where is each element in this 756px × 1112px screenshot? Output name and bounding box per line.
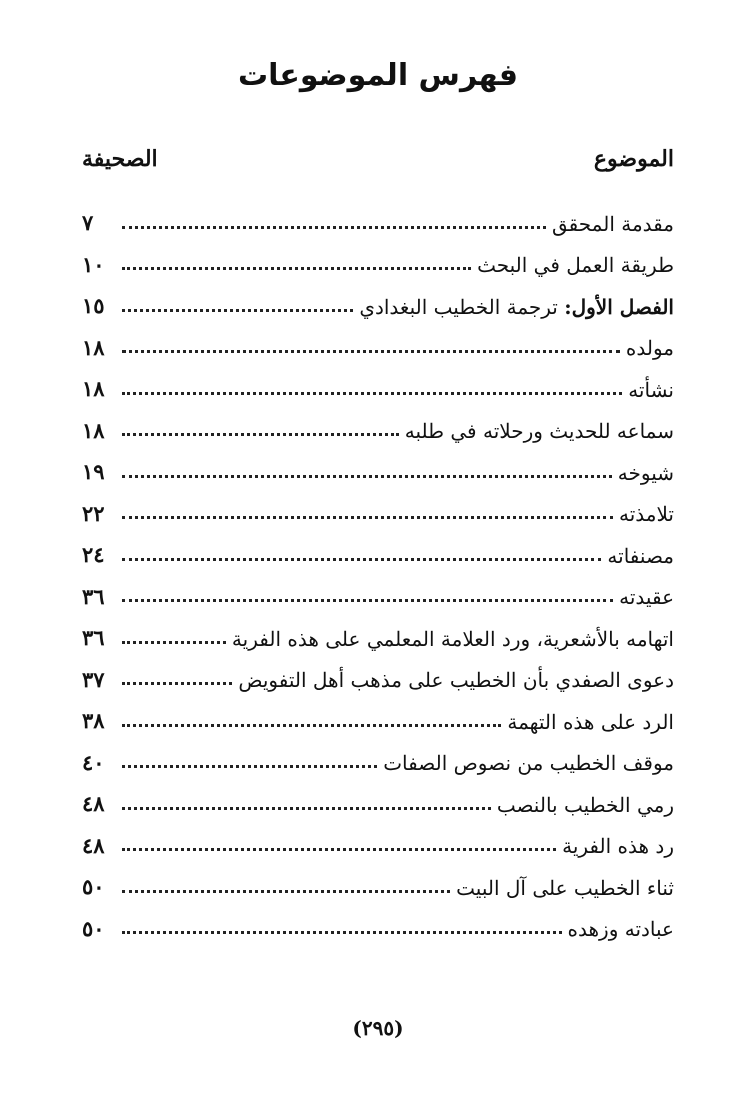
toc-entry-title: ثناء الخطيب على آل البيت bbox=[456, 875, 674, 900]
toc-entry-page: ١٨ bbox=[82, 417, 105, 443]
toc-entry bbox=[82, 277, 674, 319]
toc-entry bbox=[82, 609, 674, 651]
toc-entry-title: عقيدته bbox=[619, 585, 674, 609]
column-headers bbox=[82, 146, 674, 186]
toc-entry-title: اتهامه بالأشعرية، ورد العلامة المعلمي على هذه الفرية bbox=[231, 626, 674, 651]
toc-entry-lead: الفصل الأول: bbox=[564, 294, 674, 319]
toc-entry-title: طريقة العمل في البحث bbox=[477, 253, 674, 277]
leader-dots bbox=[122, 225, 546, 229]
toc-entry-title: رد هذه الفرية bbox=[562, 834, 674, 858]
toc-entry-page: ٣٦ bbox=[82, 625, 105, 651]
toc-entry-page: ٤٨ bbox=[82, 791, 105, 817]
toc-entry bbox=[82, 402, 674, 444]
leader-dots bbox=[122, 598, 613, 602]
leader-dots bbox=[122, 474, 612, 478]
toc-entry-page: ٣٨ bbox=[82, 708, 105, 734]
toc-entry-page: ١٠ bbox=[82, 251, 105, 277]
page-title: فهرس الموضوعات bbox=[237, 58, 519, 93]
toc-entry-title: الفصل الأول: ترجمة الخطيب البغدادي bbox=[359, 294, 674, 319]
toc-entry bbox=[82, 858, 674, 900]
toc-entry-title: عبادته وزهده bbox=[567, 917, 674, 941]
toc-entry-title: سماعه للحديث ورحلاته في طلبه bbox=[404, 419, 674, 443]
toc-entry-title: رمي الخطيب بالنصب bbox=[496, 792, 674, 817]
toc-entry bbox=[82, 900, 674, 942]
leader-dots bbox=[122, 930, 562, 934]
toc-entry-page: ١٨ bbox=[82, 376, 105, 402]
toc-entry bbox=[82, 485, 674, 527]
toc-entry-title: دعوى الصفدي بأن الخطيب على مذهب أهل التفويض bbox=[238, 668, 674, 692]
toc-entry bbox=[82, 651, 674, 693]
toc-entry-page: ٥٠ bbox=[82, 874, 105, 900]
toc-entry bbox=[82, 319, 674, 361]
toc-entry-title: تلامذته bbox=[619, 502, 674, 526]
leader-dots bbox=[122, 432, 399, 436]
toc-entry bbox=[82, 443, 674, 485]
leader-dots bbox=[122, 723, 501, 727]
leader-dots bbox=[122, 308, 353, 312]
leader-dots bbox=[122, 349, 620, 353]
toc-entry bbox=[82, 236, 674, 278]
toc-entry bbox=[82, 817, 674, 859]
toc-entry-page: ١٥ bbox=[82, 293, 105, 319]
leader-dots bbox=[122, 681, 232, 685]
toc-entry bbox=[82, 568, 674, 610]
leader-dots bbox=[122, 640, 226, 644]
toc-entry-page: ٤٨ bbox=[82, 832, 105, 858]
leader-dots bbox=[122, 557, 601, 561]
toc-entry-title: موقف الخطيب من نصوص الصفات bbox=[383, 751, 674, 775]
leader-dots bbox=[122, 266, 471, 270]
toc-entry-page: ٧ bbox=[82, 210, 94, 236]
toc-entry-page: ٣٦ bbox=[82, 583, 105, 609]
page-number: (٢٩٥) bbox=[352, 1016, 404, 1040]
toc-entry-page: ١٨ bbox=[82, 334, 105, 360]
leader-dots bbox=[122, 847, 556, 851]
toc-entry-title: مصنفاته bbox=[607, 543, 674, 568]
toc-entry bbox=[82, 194, 674, 236]
leader-dots bbox=[122, 889, 450, 893]
toc-entry-title: الرد على هذه التهمة bbox=[507, 709, 674, 734]
topic-column-header: الموضوع bbox=[593, 146, 674, 172]
toc-entry-title: مقدمة المحقق bbox=[551, 211, 674, 236]
toc-entry bbox=[82, 360, 674, 402]
toc-entry-title: مولده bbox=[625, 336, 674, 360]
toc-entry-page: ٤٠ bbox=[82, 749, 105, 775]
toc-entry-page: ١٩ bbox=[82, 459, 105, 485]
toc-entry bbox=[82, 775, 674, 817]
leader-dots bbox=[122, 515, 613, 519]
toc-entry bbox=[82, 526, 674, 568]
toc-entry-page: ٥٠ bbox=[82, 915, 105, 941]
toc-entry bbox=[82, 734, 674, 776]
leader-dots bbox=[122, 391, 622, 395]
toc-entry-title: نشأته bbox=[628, 377, 674, 402]
table-of-contents bbox=[82, 194, 674, 941]
page-column-header: الصحيفة bbox=[82, 146, 158, 172]
toc-entry-page: ٢٤ bbox=[82, 542, 105, 568]
toc-entry-page: ٢٢ bbox=[82, 500, 105, 526]
leader-dots bbox=[122, 806, 491, 810]
leader-dots bbox=[122, 764, 377, 768]
toc-entry-title: شيوخه bbox=[617, 460, 674, 485]
toc-entry bbox=[82, 692, 674, 734]
toc-entry-page: ٣٧ bbox=[82, 666, 105, 692]
